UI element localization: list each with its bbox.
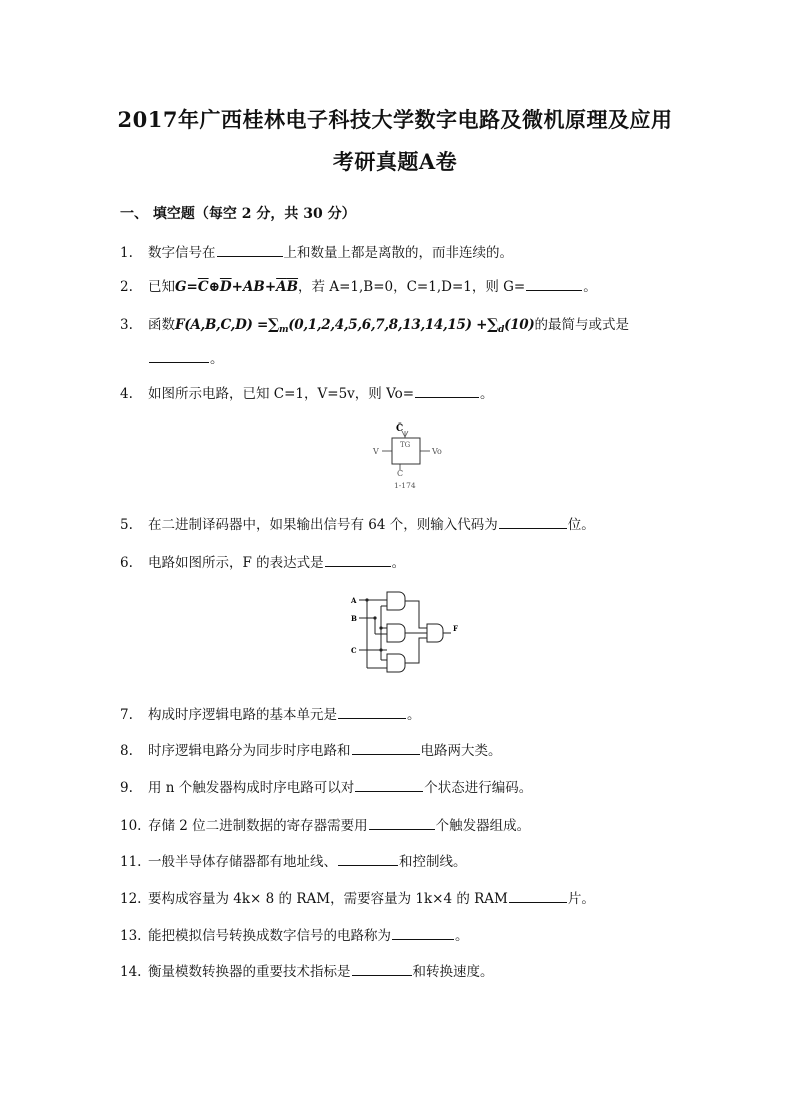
or-gate-final — [427, 624, 443, 642]
question-text: 已知 — [148, 279, 175, 295]
question-text: 。 — [480, 386, 494, 402]
question-text: 。 — [210, 351, 224, 367]
question-text: 上和数量上都是离散的，而非连续的。 — [283, 245, 513, 261]
question-number: 13. — [120, 928, 142, 944]
formula-f: $F(A,B,C,D) =\sum_m(0,1,2,4,5,6,7,8,13,14,15) +\sum_d(10)$ — [175, 315, 535, 335]
question-5 — [120, 514, 595, 535]
answer-blank[interactable] — [325, 552, 391, 567]
question-text: 时序逻辑电路分为同步时序电路和 — [148, 743, 351, 759]
question-text: 存储 2 位二进制数据的寄存器需要用 — [148, 818, 368, 834]
answer-blank[interactable] — [338, 704, 406, 719]
question-text: 。 — [407, 707, 421, 723]
answer-blank[interactable] — [217, 242, 283, 257]
answer-blank[interactable] — [415, 383, 479, 398]
question-number: 3. — [120, 317, 133, 333]
question-text: 。 — [583, 279, 597, 295]
question-text: 个状态进行编码。 — [424, 780, 533, 796]
question-text: 一般半导体存储器都有地址线、 — [148, 854, 337, 870]
input-c-label: C — [351, 646, 357, 655]
question-10 — [120, 815, 530, 836]
question-text: 衡量模数转换器的重要技术指标是 — [148, 964, 351, 980]
transmission-gate-figure — [366, 418, 456, 494]
answer-blank[interactable] — [149, 348, 209, 363]
question-text: 能把模拟信号转换成数字信号的电路称为 — [148, 928, 391, 944]
section-heading-fill-in: 一、 填空题（每空 2 分，共 30 分） — [120, 206, 356, 222]
answer-blank[interactable] — [392, 925, 454, 940]
question-2 — [120, 276, 597, 297]
question-9 — [120, 777, 532, 798]
answer-blank[interactable] — [499, 514, 567, 529]
answer-blank[interactable] — [355, 777, 423, 792]
question-text: 电路如图所示，F 的表达式是 — [148, 555, 324, 571]
question-number: 8. — [120, 743, 133, 759]
question-number: 4. — [120, 386, 133, 402]
question-text: ，若 A=1,B=0，C=1,D=1，则 G= — [298, 279, 526, 295]
question-7 — [120, 704, 421, 725]
answer-blank[interactable] — [352, 740, 420, 755]
formula-g: $G=\overline{C}\oplus\overline{D}+AB+\overline{A}\overline{B}$ — [175, 279, 299, 295]
tg-label: TG — [400, 441, 411, 449]
question-13 — [120, 925, 469, 946]
question-number: 1. — [120, 245, 133, 261]
question-text: 的最简与或式是 — [534, 317, 629, 333]
question-3-continued — [148, 348, 224, 369]
question-number: 10. — [120, 818, 142, 834]
input-a-label: A — [351, 596, 357, 605]
input-b-label: B — [351, 614, 357, 623]
question-4 — [120, 383, 494, 404]
question-text: 构成时序逻辑电路的基本单元是 — [148, 707, 337, 723]
question-number: 6. — [120, 555, 133, 571]
question-3 — [120, 314, 629, 340]
and-gate-3 — [387, 654, 405, 672]
question-text: 。 — [391, 555, 406, 571]
output-f-label: F — [453, 624, 458, 633]
question-text: 电路两大类。 — [420, 743, 502, 759]
question-text: 片。 — [567, 891, 595, 907]
question-text: 位。 — [567, 517, 595, 533]
question-text: 和转换速度。 — [412, 964, 494, 980]
cbar-label: C̄ — [396, 424, 404, 434]
question-6 — [120, 552, 405, 573]
question-number: 7. — [120, 707, 133, 723]
question-number: 12. — [120, 891, 142, 907]
question-text: 用 n 个触发器构成时序电路可以对 — [148, 780, 355, 796]
answer-blank[interactable] — [526, 276, 582, 291]
question-text: 数字信号在 — [148, 245, 216, 261]
question-number: 2. — [120, 279, 133, 295]
question-8 — [120, 740, 502, 761]
question-11 — [120, 851, 467, 872]
doc-title-line2: 考研真题A卷 — [332, 149, 458, 174]
question-text: 和控制线。 — [399, 854, 467, 870]
question-12 — [120, 888, 595, 909]
answer-blank[interactable] — [509, 888, 567, 903]
question-text: 要构成容量为 4k× 8 的 RAM，需要容量为 1k×4 的 RAM — [148, 891, 508, 907]
question-number: 9. — [120, 780, 133, 796]
doc-title-line1: 2017年广西桂林电子科技大学数字电路及微机原理及应用 — [117, 107, 673, 132]
logic-circuit-figure — [345, 584, 465, 680]
question-text: 函数 — [148, 317, 175, 333]
question-text: 。 — [455, 928, 469, 944]
and-gate-2 — [387, 624, 405, 642]
question-text: 如图所示电路，已知 C=1，V=5v，则 Vo= — [148, 386, 415, 402]
question-text: 在二进制译码器中，如果输出信号有 64 个，则输入代码为 — [148, 517, 498, 533]
input-v-label: V — [373, 447, 379, 456]
question-number: 14. — [120, 964, 142, 980]
figure-caption: 1-174 — [394, 481, 416, 490]
and-gate-1 — [387, 592, 405, 610]
answer-blank[interactable] — [352, 961, 412, 976]
answer-blank[interactable] — [369, 815, 435, 830]
answer-blank[interactable] — [338, 851, 398, 866]
question-text: 个触发器组成。 — [435, 818, 531, 834]
c-label: C — [397, 469, 404, 478]
question-1 — [120, 242, 513, 263]
question-number: 11. — [120, 854, 142, 870]
output-vo-label: Vo — [432, 447, 442, 456]
question-number: 5. — [120, 517, 133, 533]
question-14 — [120, 961, 494, 982]
